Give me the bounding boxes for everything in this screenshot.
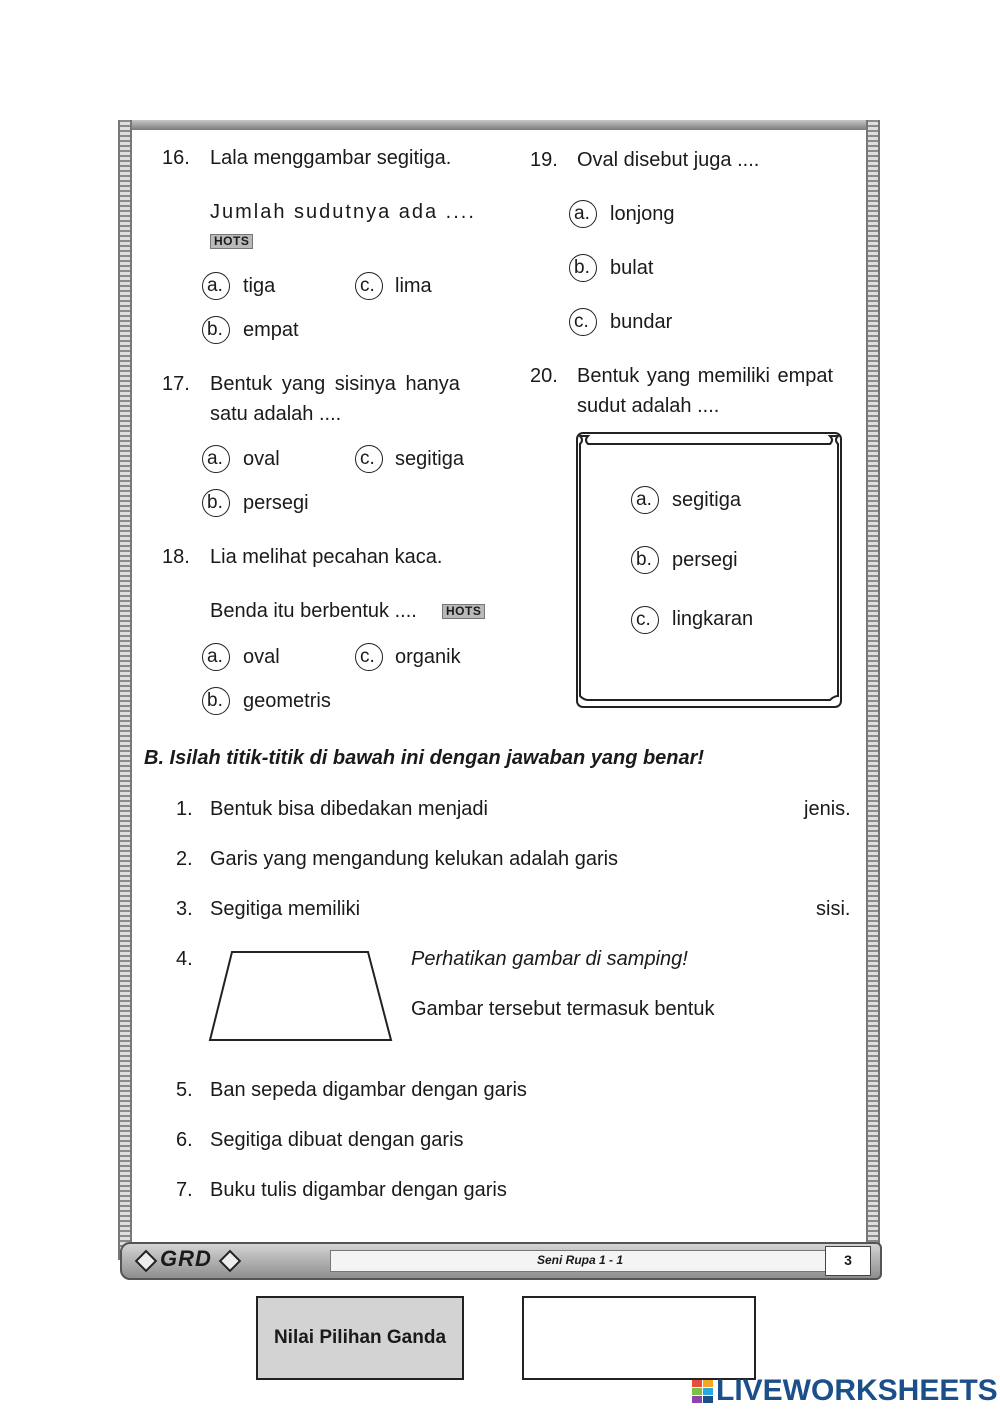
q17-option-b-marker[interactable]: b.	[202, 489, 230, 517]
q16-number: 16.	[162, 147, 190, 169]
page-footer	[120, 1242, 882, 1282]
trapezoid-figure	[205, 948, 395, 1044]
q16-option-b-marker[interactable]: b.	[202, 316, 230, 344]
q17-stem-line2: satu adalah ....	[210, 403, 342, 425]
q18-option-c-marker[interactable]: c.	[355, 643, 383, 671]
b-item-3-text: Segitiga memiliki	[210, 898, 361, 920]
q17-stem-line1: Bentuk yang sisinya hanya	[210, 373, 460, 395]
b-item-4-text: Perhatikan gambar di samping!	[411, 948, 688, 970]
q19-option-a-marker[interactable]: a.	[569, 200, 597, 228]
q16-option-a-marker[interactable]: a.	[202, 272, 230, 300]
b-item-2-number: 2.	[176, 848, 193, 870]
liveworksheets-logo-icon	[692, 1380, 714, 1404]
b-item-4-tail: Gambar tersebut termasuk bentuk	[411, 998, 715, 1020]
b-item-1-text: Bentuk bisa dibedakan menjadi	[210, 798, 488, 820]
score-label-box: Nilai Pilihan Ganda	[256, 1296, 464, 1380]
b-item-5-text: Ban sepeda digambar dengan garis	[210, 1079, 527, 1101]
q16-stem: Lala menggambar segitiga.	[210, 147, 452, 169]
q19-stem: Oval disebut juga ....	[577, 149, 760, 171]
footer-logo: GRD	[160, 1246, 212, 1271]
frame-top-border	[120, 120, 880, 130]
q17-option-c-marker[interactable]: c.	[355, 445, 383, 473]
b-item-4-number: 4.	[176, 948, 193, 970]
q18-option-b[interactable]: geometris	[243, 690, 331, 712]
q18-hots-badge: HOTS	[442, 604, 485, 619]
q18-number: 18.	[162, 546, 190, 568]
footer-subject: Seni Rupa 1 - 1	[536, 1253, 624, 1267]
b-item-2-text: Garis yang mengandung kelukan adalah garis	[210, 848, 619, 870]
q20-option-a[interactable]: segitiga	[672, 489, 741, 511]
q16-hots-badge: HOTS	[210, 234, 253, 249]
q20-option-b[interactable]: persegi	[672, 549, 738, 571]
q19-option-b-marker[interactable]: b.	[569, 254, 597, 282]
q17-option-a-marker[interactable]: a.	[202, 445, 230, 473]
q16-option-a[interactable]: tiga	[243, 275, 276, 297]
q20-option-a-marker[interactable]: a.	[631, 486, 659, 514]
q19-option-c-marker[interactable]: c.	[569, 308, 597, 336]
q18-option-b-marker[interactable]: b.	[202, 687, 230, 715]
b-item-3-tail: sisi.	[816, 898, 851, 920]
q17-option-a[interactable]: oval	[243, 448, 280, 470]
b-item-5-number: 5.	[176, 1079, 193, 1101]
q20-option-c-marker[interactable]: c.	[631, 606, 659, 634]
section-b-heading: B. Isilah titik-titik di bawah ini dengan jawaban yang benar!	[144, 747, 705, 769]
b-item-7-number: 7.	[176, 1179, 193, 1201]
q19-option-c[interactable]: bundar	[610, 311, 673, 333]
q16-sub: Jumlah sudutnya ada ....	[210, 201, 476, 223]
q16-option-c[interactable]: lima	[395, 275, 432, 297]
footer-page-number: 3	[825, 1246, 871, 1276]
frame-right-border	[866, 120, 880, 1260]
liveworksheets-watermark: LIVEWORKSHEETS	[716, 1374, 998, 1407]
q16-option-b[interactable]: empat	[243, 319, 299, 341]
b-item-3-number: 3.	[176, 898, 193, 920]
b-item-7-text: Buku tulis digambar dengan garis	[210, 1179, 507, 1201]
q18-sub: Benda itu berbentuk ....	[210, 600, 417, 622]
q18-option-a[interactable]: oval	[243, 646, 280, 668]
q18-option-c[interactable]: organik	[395, 646, 461, 668]
frame-left-border	[118, 120, 132, 1260]
q20-stem-line2: sudut adalah ....	[577, 395, 720, 417]
b-item-6-text: Segitiga dibuat dengan garis	[210, 1129, 464, 1151]
q17-number: 17.	[162, 373, 190, 395]
q17-option-b[interactable]: persegi	[243, 492, 309, 514]
q17-option-c[interactable]: segitiga	[395, 448, 464, 470]
q20-option-b-marker[interactable]: b.	[631, 546, 659, 574]
b-item-1-tail: jenis.	[804, 798, 851, 820]
q16-option-c-marker[interactable]: c.	[355, 272, 383, 300]
q19-number: 19.	[530, 149, 558, 171]
q19-option-a[interactable]: lonjong	[610, 203, 675, 225]
q18-stem: Lia melihat pecahan kaca.	[210, 546, 443, 568]
q20-stem-line1: Bentuk yang memiliki empat	[577, 365, 834, 387]
q20-number: 20.	[530, 365, 558, 387]
q20-option-c[interactable]: lingkaran	[672, 608, 754, 630]
b-item-6-number: 6.	[176, 1129, 193, 1151]
q19-option-b[interactable]: bulat	[610, 257, 654, 279]
score-input-box[interactable]	[522, 1296, 756, 1380]
b-item-1-number: 1.	[176, 798, 193, 820]
q18-option-a-marker[interactable]: a.	[202, 643, 230, 671]
